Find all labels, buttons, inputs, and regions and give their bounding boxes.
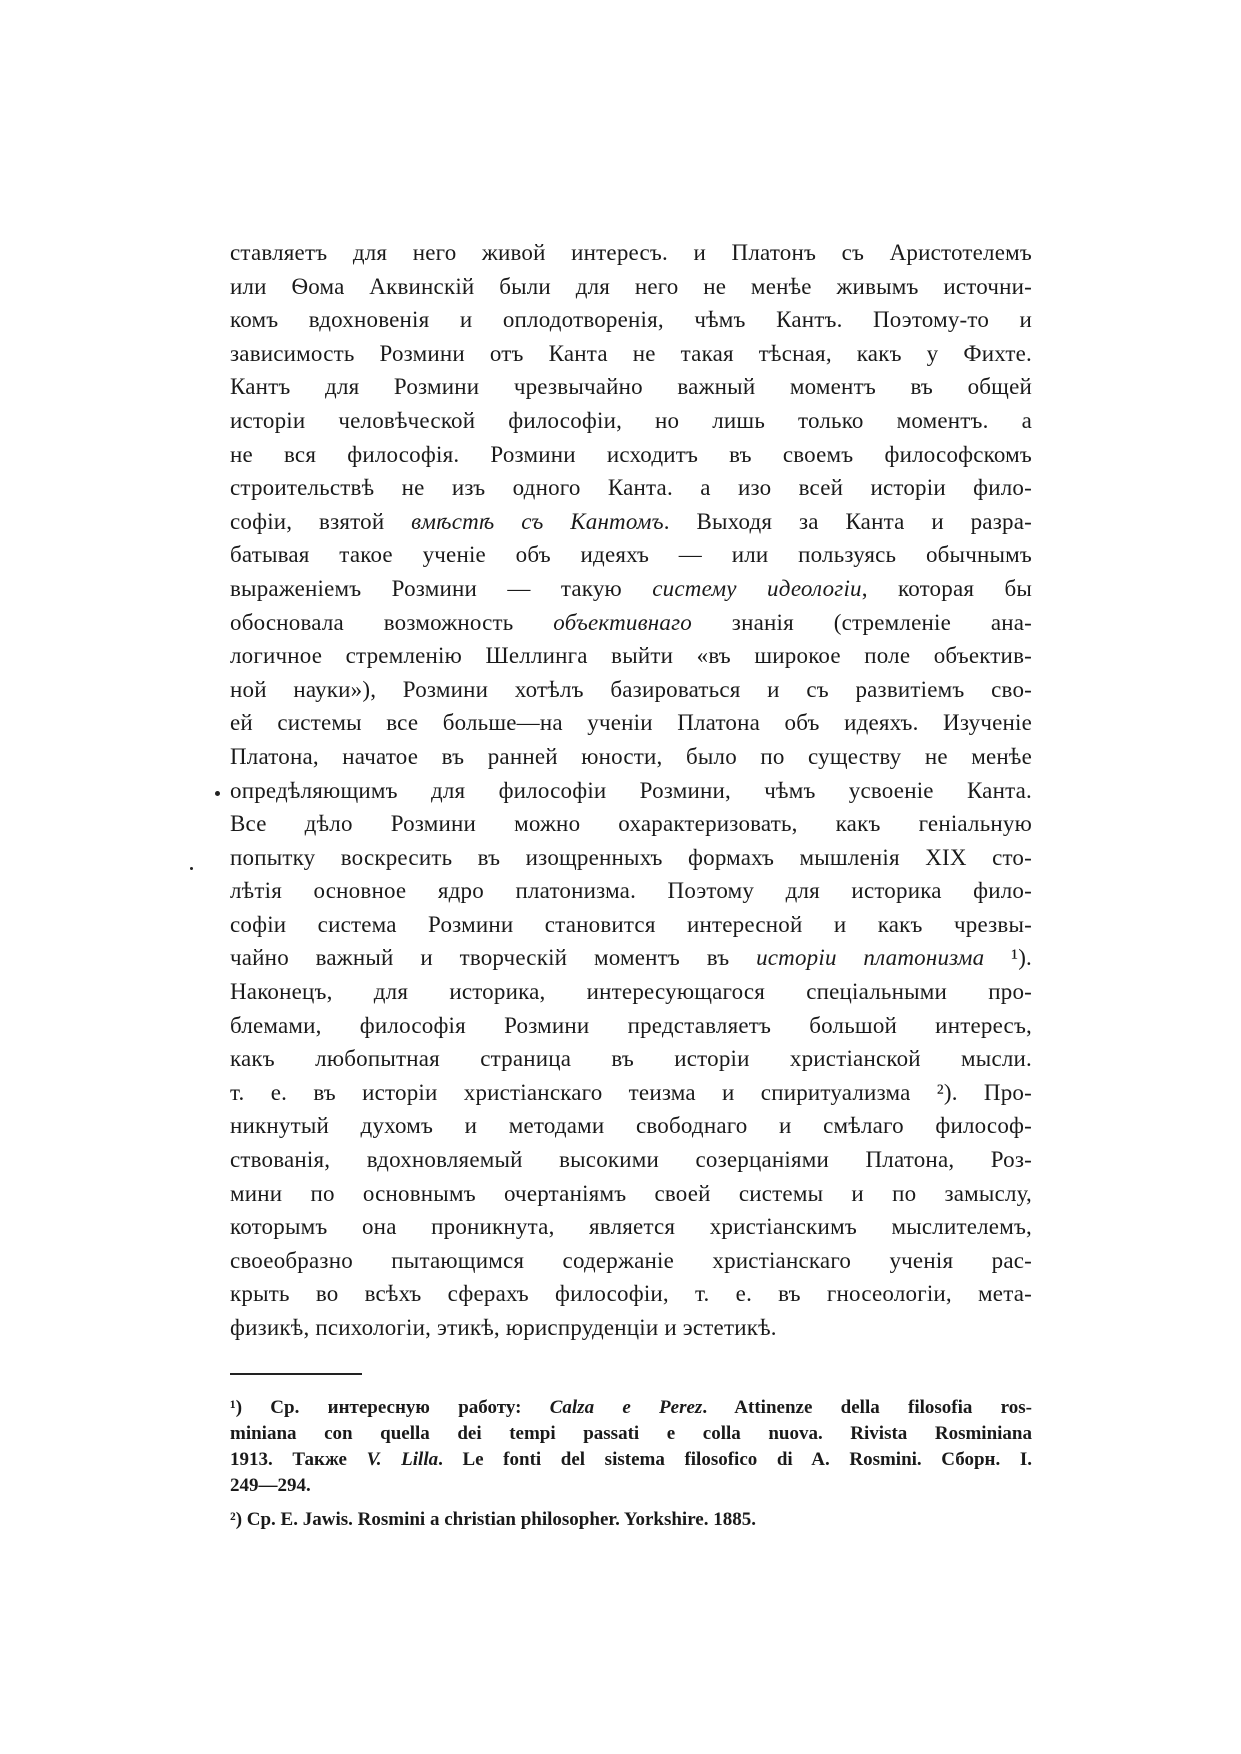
text-line: которымъ она проникнута, является христіанскимъ мыслителемъ, [230, 1214, 1032, 1240]
text-line: какъ любопытная страница въ исторіи христіанской мысли. [230, 1046, 1032, 1072]
text-line: лѣтія основное ядро платонизма. Поэтому для историка фило- [230, 878, 1032, 904]
text-line: выраженіемъ Розмини — такую систему идеологіи, которая бы [230, 575, 1032, 601]
text-line: попытку воскресить въ изощренныхъ формахъ мышленія XIX сто- [230, 844, 1032, 870]
text-line: чайно важный и творческій моментъ въ исторіи платонизма ¹). [230, 945, 1032, 971]
text-line: своеобразно пытающимся содержаніе христіанскаго ученія рас- [230, 1247, 1032, 1273]
emphasis: Calza e Perez [549, 1396, 703, 1418]
text-line: ставляетъ для него живой интересъ. и Платонъ съ Аристотелемъ [230, 240, 1032, 265]
text-line: блемами, философія Розмини представляетъ большой интересъ, [230, 1012, 1032, 1038]
text-line: комъ вдохновенія и оплодотворенія, чѣмъ Кантъ. Поэтому-то и [230, 307, 1032, 333]
text-line: крыть во всѣхъ сферахъ философіи, т. е. въ гносеологіи, мета- [230, 1281, 1032, 1307]
text-line: обосновала возможность объективнаго знанія (стремленіе ана- [230, 609, 1033, 635]
text-line: исторіи человѣческой философіи, но лишь только моментъ. а [230, 407, 1032, 433]
footnote-2: ²) Ср. E. Jawis. Rosmini a christian philosopher. Yorkshire. 1885. [230, 1508, 756, 1530]
text-line: ствованія, вдохновляемый высокими созерцаніями Платона, Роз- [230, 1147, 1032, 1173]
text-line: логичное стремленію Шеллинга выйти «въ широкое поле объектив- [230, 643, 1032, 669]
text-line: ей системы все больше—на ученіи Платона объ идеяхъ. Изученіе [230, 710, 1032, 736]
footnote-1-line: 249—294. [230, 1474, 311, 1496]
text-line: т. е. въ исторіи христіанскаго теизма и спиритуализма ²). Про- [230, 1079, 1032, 1105]
emphasis: исторіи платонизма [756, 945, 985, 971]
text-line: софіи, взятой вмѣстѣ съ Кантомъ. Выходя за Канта и разра- [230, 508, 1032, 534]
text-line: не вся философія. Розмини исходитъ въ своемъ философскомъ [230, 441, 1032, 467]
text-line: строительствѣ не изъ одного Канта. а изо всей исторіи фило- [230, 475, 1032, 501]
emphasis: вмѣстѣ съ Кантомъ [411, 508, 664, 534]
emphasis: систему идеологіи [652, 575, 862, 601]
text-line: Кантъ для Розмини чрезвычайно важный моментъ въ общей [230, 374, 1032, 400]
text-line: Платона, начатое въ ранней юности, было по существу не менѣе [230, 743, 1032, 769]
footnote-1-line: miniana con quella dei tempi passati e colla nuova. Rivista Rosminiana [230, 1422, 1032, 1444]
ink-speck [215, 791, 220, 796]
footnote-1-line: ¹) Ср. интересную работу: Calza e Perez. Attinenze della filosofia ros- [230, 1396, 1032, 1418]
footnote-1-line: 1913. Также V. Lilla. Le fonti del sistema filosofico di A. Rosmini. Сборн. I. [230, 1448, 1032, 1470]
page-body [230, 236, 1032, 1533]
text-line: опредѣляющимъ для философіи Розмини, чѣмъ усвоеніе Канта. [230, 777, 1032, 803]
emphasis: V. Lilla [366, 1448, 439, 1470]
text-line: или Ѳома Аквинскій были для него не менѣе живымъ источни- [230, 273, 1032, 299]
text-line: никнутый духомъ и методами свободнаго и смѣлаго философ- [230, 1113, 1032, 1139]
ink-speck [190, 867, 193, 870]
footnote-divider [230, 1373, 362, 1375]
text-line: мини по основнымъ очертаніямъ своей системы и по замыслу, [230, 1180, 1032, 1206]
text-line: батывая такое ученіе объ идеяхъ — или пользуясь обычнымъ [230, 542, 1032, 568]
text-line: Все дѣло Розмини можно охарактеризовать, какъ геніальную [230, 811, 1032, 837]
text-line: физикѣ, психологіи, этикѣ, юриспруденціи и эстетикѣ. [230, 1315, 777, 1340]
emphasis: объективнаго [553, 609, 692, 635]
text-line: зависимость Розмини отъ Канта не такая тѣсная, какъ у Фихте. [230, 340, 1032, 366]
text-line: Наконецъ, для историка, интересующагося спеціальными про- [230, 979, 1032, 1005]
text-line: ной науки»), Розмини хотѣлъ базироваться и съ развитіемъ сво- [230, 676, 1032, 702]
text-line: софіи система Розмини становится интересной и какъ чрезвы- [230, 911, 1032, 937]
